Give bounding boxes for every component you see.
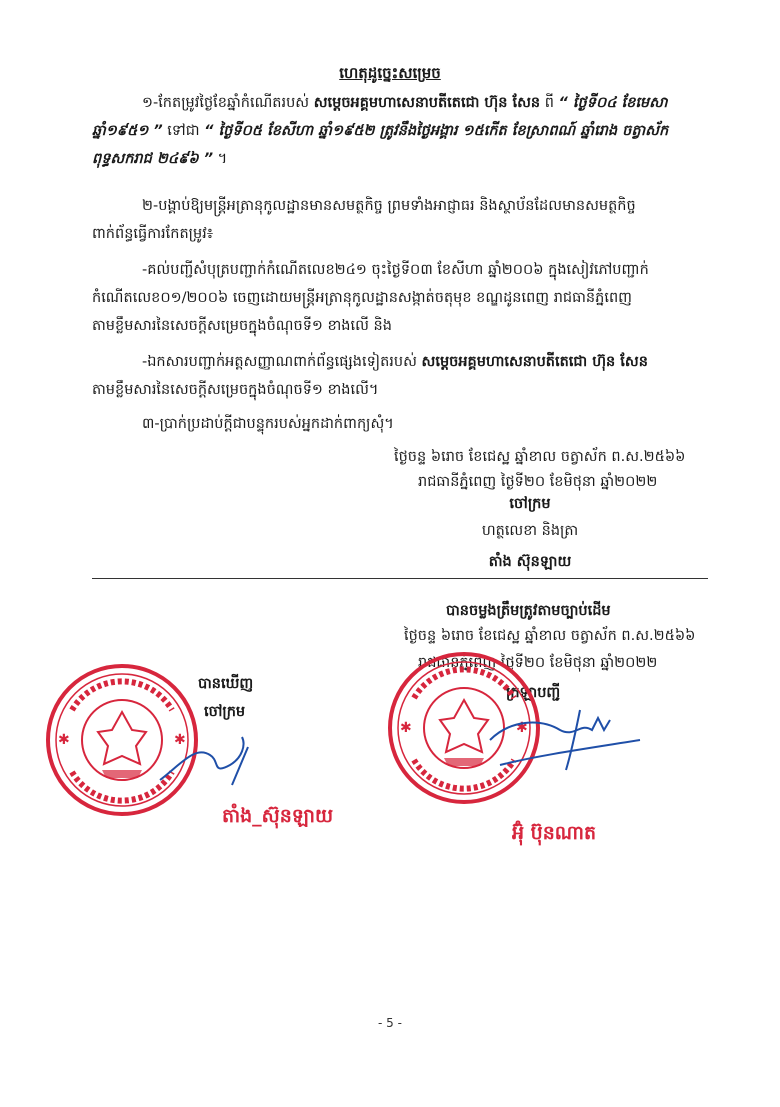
date-lunar: ថ្ងៃចន្ទ ៦រោច ខែជេស្ឋ ឆ្នាំខាល ចត្វាស័ក ព.ស.២៥៦៦ — [394, 449, 686, 465]
sign-and-seal-label: ហត្ថលេខា និងត្រា — [481, 523, 579, 539]
item1-to: ទៅជា — [162, 123, 205, 139]
subitem-b-line2: តាមខ្លឹមសារនៃសេចក្តីសម្រេចក្នុងចំណុចទី១ ខាងលើ។ — [92, 382, 379, 398]
copy-date-lunar: ថ្ងៃចន្ទ ៦រោច ខែជេស្ឋ ឆ្នាំខាល ចត្វាស័ក ព.ស.២៥៦៦ — [404, 628, 696, 644]
decision-heading: ហេតុដូច្នេះសម្រេច — [339, 64, 441, 82]
item2-line1: ២-បង្គាប់ឱ្យមន្ត្រីអត្រានុកូលដ្ឋានមានសមត្ថកិច្ច ព្រមទាំងអាជ្ញាធរ និងស្ថាប័នដែលមានសមត្ថកិច្ច — [142, 198, 636, 214]
item1-old-date: “ ថ្ងៃទី០៤ ខែមេសា — [558, 95, 668, 111]
item1-line1 — [142, 93, 668, 113]
copy-date-solar: រាជធានីភ្នំពេញ ថ្ងៃទី២០ ខែមិថុនា ឆ្នាំ២០២២ — [418, 655, 658, 671]
subitem-b-line1 — [142, 352, 648, 372]
item1-new-date-cont: ពុទ្ធសករាជ ២៤៩៦ ” — [92, 151, 214, 167]
judge-title: ចៅក្រម — [509, 496, 551, 512]
subitem-b-text: -ឯកសារបញ្ជាក់អត្តសញ្ញាណពាក់ព័ន្ធផ្សេងទៀតរបស់ — [142, 354, 422, 370]
certified-copy-label: បានចម្លងត្រឹមត្រូវតាមច្បាប់ដើម — [446, 603, 611, 619]
svg-text:✱: ✱ — [516, 720, 528, 736]
item1-text: ១-កែតម្រូវថ្ងៃខែឆ្នាំកំណើតរបស់ — [142, 95, 314, 111]
item1-new-date: “ ថ្ងៃទី០៥ ខែសីហា ឆ្នាំ១៩៥២ ត្រូវនឹងថ្ងៃអង្គារ ១៥កើត ខែស្រាពណ៍ ឆ្នាំរោង ចត្វាស័ក — [204, 123, 669, 139]
item1-name: សម្តេចអគ្គមហាសេនាបតីតេជោ ហ៊ុន សែន — [313, 95, 541, 111]
item3: ៣-ប្រាក់ប្រដាប់ក្តីជាបន្ទុករបស់អ្នកដាក់ពាក្យសុំ។ — [142, 416, 394, 432]
page-number: - 5 - — [378, 1016, 402, 1030]
item1-from: ពី — [540, 95, 559, 111]
item1-end: ។ — [213, 151, 228, 167]
seen-label: បានឃើញ — [198, 676, 254, 692]
subitem-b-name: សម្តេចអគ្គមហាសេនាបតីតេជោ ហ៊ុន សែន — [421, 354, 648, 370]
judge-name: តាំង ស៊ុនឡាយ — [488, 554, 572, 570]
divider-line — [92, 578, 708, 579]
item2-line2: ពាក់ព័ន្ធធ្វើការកែតម្រូវ៖ — [92, 226, 214, 242]
clerk-name-red: អ៊ុំ ប៊ុនណាត — [512, 822, 597, 844]
svg-text:✱: ✱ — [58, 732, 70, 748]
subitem-a-line1: -គល់បញ្ជីសំបុត្របញ្ជាក់កំណើតលេខ២៤១ ចុះថ្ងៃទី០៣ ខែសីហា ឆ្នាំ២០០៦ ក្នុងសៀវភៅបញ្ជាក់ — [142, 262, 649, 278]
clerk-signature — [480, 700, 650, 780]
item1-line2 — [92, 121, 668, 141]
item1-line3 — [92, 149, 227, 169]
judge-name-red: តាំង_ស៊ុនឡាយ — [222, 805, 334, 827]
svg-text:✱: ✱ — [400, 720, 412, 736]
subitem-a-line3: តាមខ្លឹមសារនៃសេចក្តីសម្រេចក្នុងចំណុចទី១ ខាងលើ និង — [92, 318, 392, 334]
judge-signature — [150, 725, 260, 795]
clerk-title: ក្រឡាបញ្ជី — [506, 685, 561, 701]
date-solar: រាជធានីភ្នំពេញ ថ្ងៃទី២០ ខែមិថុនា ឆ្នាំ២០២២ — [418, 474, 658, 490]
subitem-a-line2: កំណើតលេខ០១/២០០៦ ចេញដោយមន្ត្រីអត្រានុកូលដ្ឋានសង្កាត់ចតុមុខ ខណ្ឌដូនពេញ រាជធានីភ្នំពេញ — [92, 290, 632, 306]
item1-old-date-cont: ឆ្នាំ១៩៥១ ” — [92, 123, 163, 139]
svg-text:✱: ✱ — [174, 732, 186, 748]
seen-judge-title: ចៅក្រម — [204, 704, 246, 720]
